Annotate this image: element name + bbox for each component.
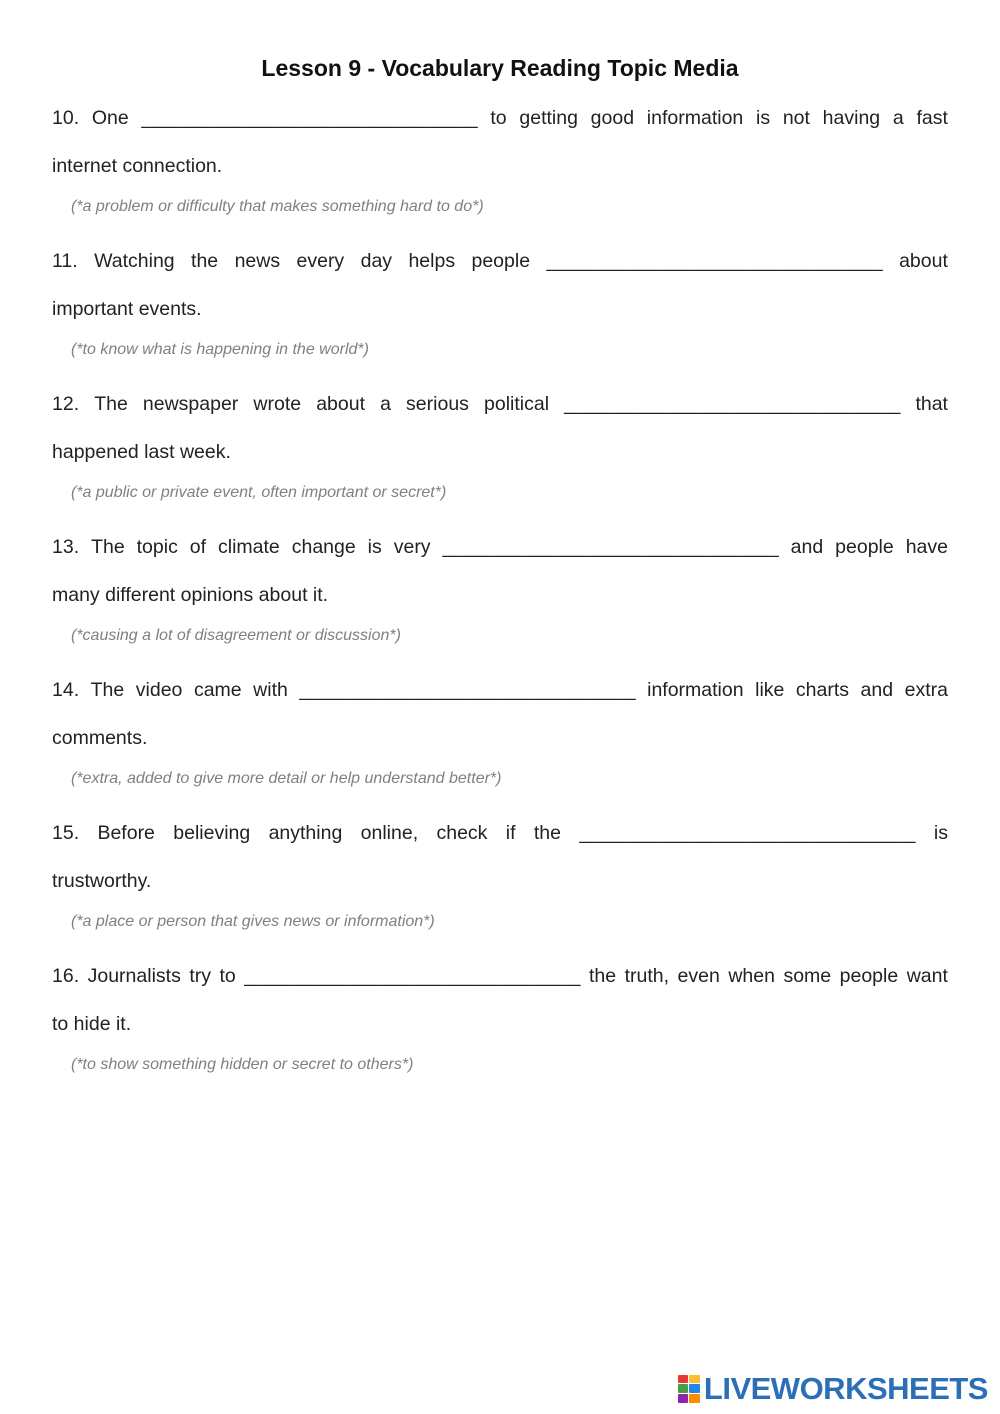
question-word: video: [135, 679, 183, 701]
question-word: Journalists: [87, 965, 181, 987]
brand-name: LIVEWORKSHEETS: [703, 1371, 988, 1406]
worksheet-title: Lesson 9 - Vocabulary Reading Topic Media: [261, 55, 739, 81]
question-word: truth,: [624, 965, 670, 987]
question-line-2: internet connection.: [52, 154, 223, 177]
logo-square: [678, 1384, 689, 1393]
definition-hint: (*causing a lot of disagreement or discussion*): [71, 627, 401, 644]
question-word: the: [191, 250, 219, 272]
question-word: The: [91, 536, 125, 558]
question-word: helps: [408, 250, 456, 272]
question-text: [52, 95, 948, 190]
question-word: wrote: [253, 393, 302, 415]
question-word: political: [484, 393, 550, 415]
question-word: when: [728, 965, 775, 987]
question-line-2: important events.: [52, 297, 202, 320]
question-number: 12.: [52, 393, 80, 415]
question-line-2: many different opinions about it.: [52, 583, 329, 606]
question-line-1: [52, 238, 948, 286]
question-word: people: [471, 250, 531, 272]
question-number: 11.: [52, 250, 78, 272]
question-word: news: [234, 250, 281, 272]
question-item: [52, 95, 948, 238]
logo-square: [689, 1384, 700, 1393]
logo-square: [678, 1375, 689, 1384]
question-word: some: [783, 965, 832, 987]
question-word: is: [367, 536, 382, 558]
answer-blank[interactable]: _______________________________: [244, 965, 581, 987]
question-text: [52, 381, 948, 476]
question-word: anything: [268, 822, 343, 844]
question-word: to: [490, 107, 507, 129]
answer-blank[interactable]: _______________________________: [579, 822, 916, 844]
question-word: to: [219, 965, 236, 987]
definition-hint: (*a place or person that gives news or information*): [71, 913, 435, 930]
question-word: information: [646, 107, 744, 129]
question-word: day: [360, 250, 393, 272]
question-word: that: [915, 393, 948, 415]
question-word: people: [839, 965, 899, 987]
question-text: [52, 524, 948, 619]
question-word: check: [436, 822, 488, 844]
question-word: try: [189, 965, 211, 987]
question-word: about: [316, 393, 365, 415]
question-word: a: [892, 107, 904, 129]
question-word: good: [590, 107, 635, 129]
question-number: 10.: [52, 107, 80, 129]
question-word: climate: [218, 536, 280, 558]
question-word: about: [899, 250, 948, 272]
question-word: believing: [173, 822, 251, 844]
question-word: is: [933, 822, 948, 844]
question-word: of: [189, 536, 207, 558]
question-list: [52, 95, 948, 1096]
definition-hint: (*a public or private event, often important or secret*): [71, 484, 447, 501]
definition-hint: (*a problem or difficulty that makes something hard to do*): [71, 198, 484, 215]
question-word: One: [91, 107, 129, 129]
question-word: The: [94, 393, 128, 415]
question-line-1: [52, 95, 948, 143]
question-word: is: [756, 107, 771, 129]
question-word: Watching: [94, 250, 175, 272]
answer-blank[interactable]: _______________________________: [299, 679, 636, 701]
question-word: extra: [904, 679, 948, 701]
definition-hint: (*to know what is happening in the world*): [71, 341, 369, 358]
question-item: [52, 810, 948, 953]
question-text: [52, 238, 948, 333]
question-word: a: [380, 393, 391, 415]
question-word: people: [835, 536, 894, 558]
question-line-2: trustworthy.: [52, 869, 152, 892]
question-word: every: [296, 250, 345, 272]
question-number: 13.: [52, 536, 80, 558]
question-line-2: comments.: [52, 726, 148, 749]
question-item: [52, 524, 948, 667]
question-word: online,: [360, 822, 419, 844]
question-word: information: [647, 679, 744, 701]
question-item: [52, 953, 948, 1096]
logo-square: [689, 1394, 700, 1403]
question-word: serious: [406, 393, 469, 415]
question-word: topic: [136, 536, 178, 558]
question-word: getting: [519, 107, 578, 129]
question-word: have: [905, 536, 948, 558]
definition-hint: (*to show something hidden or secret to others*): [71, 1056, 414, 1073]
question-word: change: [291, 536, 356, 558]
question-word: and: [860, 679, 894, 701]
question-word: very: [393, 536, 431, 558]
question-line-2: to hide it.: [52, 1012, 132, 1035]
question-text: [52, 953, 948, 1048]
logo-square: [678, 1394, 689, 1403]
question-item: [52, 381, 948, 524]
question-word: with: [253, 679, 288, 701]
question-word: not: [782, 107, 810, 129]
question-number: 16.: [52, 965, 80, 987]
question-text: [52, 667, 948, 762]
definition-hint: (*extra, added to give more detail or help understand better*): [71, 770, 502, 787]
question-word: charts: [795, 679, 850, 701]
question-word: came: [193, 679, 242, 701]
question-word: want: [906, 965, 948, 987]
question-word: the: [588, 965, 617, 987]
question-line-2: happened last week.: [52, 440, 231, 463]
question-word: having: [822, 107, 881, 129]
question-word: even: [677, 965, 720, 987]
question-word: the: [533, 822, 561, 844]
liveworksheets-logo-icon: [678, 1375, 700, 1403]
question-item: [52, 238, 948, 381]
question-word: newspaper: [142, 393, 239, 415]
question-word: if: [505, 822, 516, 844]
question-word: fast: [916, 107, 948, 129]
answer-blank[interactable]: _______________________________: [546, 250, 883, 272]
question-line-1: [52, 810, 948, 858]
answer-blank[interactable]: _______________________________: [141, 107, 478, 129]
logo-square: [689, 1375, 700, 1384]
question-line-1: [52, 524, 948, 572]
question-item: [52, 667, 948, 810]
answer-blank[interactable]: _______________________________: [564, 393, 901, 415]
question-word: like: [755, 679, 785, 701]
question-line-1: [52, 667, 948, 715]
question-line-1: [52, 953, 948, 1001]
question-number: 15.: [52, 822, 80, 844]
question-number: 14.: [52, 679, 80, 701]
question-line-1: [52, 381, 948, 429]
liveworksheets-logo: [678, 1373, 988, 1404]
question-word: The: [90, 679, 125, 701]
question-word: and: [790, 536, 824, 558]
question-text: [52, 810, 948, 905]
question-word: Before: [97, 822, 155, 844]
answer-blank[interactable]: _______________________________: [442, 536, 779, 558]
